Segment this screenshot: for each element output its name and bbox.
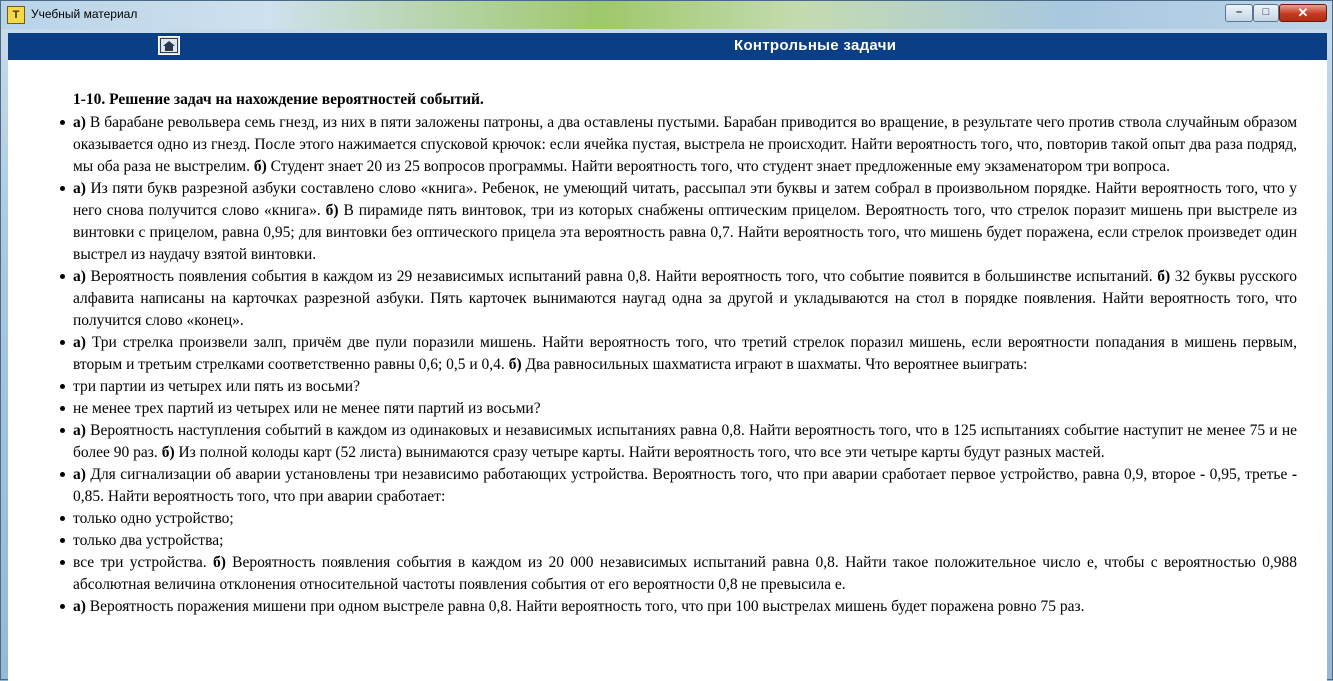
item-text: только два устройства; <box>73 532 224 549</box>
home-icon <box>159 37 179 54</box>
item-label: б) <box>161 444 175 461</box>
task-item <box>73 376 1297 398</box>
item-text: три партии из четырех или пять из восьми? <box>73 378 360 395</box>
item-label: б) <box>325 202 339 219</box>
item-label: б) <box>1157 268 1171 285</box>
item-label: а) <box>73 180 86 197</box>
item-label: - <box>1199 466 1206 483</box>
item-text: Из пяти букв разрезной азбуки составлено слово «книга». Ребенок, не умеющий читать, рассыпал эти буквы и затем собрал в произвольном порядке. Найти вероятность того, что у него снова получится слово «книга». <box>73 180 1297 219</box>
item-text: Вероятность появления события в каждом из 20 000 независимых испытаний равна 0,8. Найти такое положительное число e, чтобы с вероятностью 0,988 абсолютная величина отклонения относительной частоты появления события от его вероятности 0,8 не превысила e. <box>73 554 1298 593</box>
item-text: Два равносильных шахматиста играют в шахматы. Что вероятнее выиграть: <box>521 356 1028 373</box>
task-list <box>73 112 1297 618</box>
task-item <box>73 420 1297 464</box>
title-bar[interactable] <box>1 1 1332 29</box>
task-item <box>73 508 1297 530</box>
task-item <box>73 112 1297 178</box>
item-label: а) <box>73 466 86 483</box>
item-label: а) <box>73 598 86 615</box>
item-text: Вероятность появления события в каждом из 29 независимых испытаний равна 0,8. Найти вероятность того, что событие появится в большинстве испытаний. <box>85 268 1158 285</box>
item-text: В пирамиде пять винтовок, три из которых снабжены оптическим прицелом. Вероятность того, что стрелок поразит мишень при выстреле из винтовки с прицелом, равна 0,95; для винтовки без оптического прицела эта вероятность равна 0,7. Найти вероятность того, что мишень будет поражена, если стрелок произведет один выстрел из наудачу взятой винтовки. <box>73 202 1298 263</box>
task-item <box>73 398 1297 420</box>
item-text: Вероятность наступления событий в каждом из одинаковых и независимых испытаниях равна 0,8. Найти вероятность того, что в 125 испытаниях событие наступит не менее 75 и не более 90 раз. <box>73 422 1297 461</box>
task-item <box>73 178 1297 266</box>
window-title: Учебный материал <box>31 7 138 21</box>
item-text: 0,85. Найти вероятность того, что при аварии сработает: <box>73 488 446 505</box>
home-button[interactable] <box>158 36 180 55</box>
task-item <box>73 464 1297 508</box>
item-label: а) <box>73 334 86 351</box>
item-label: б) <box>212 554 226 571</box>
task-item <box>73 530 1297 552</box>
maximize-button[interactable]: □ <box>1253 4 1279 22</box>
item-text: Три стрелка произвели залп, причём две пули поразили мишень. Найти вероятность того, что третий стрелок поразил мишень, если вероятности попадания в мишень первым, вторым и третьим стрелками соответственно равны 0,6; 0,5 и 0,4. <box>73 334 1297 373</box>
item-label: а) <box>73 422 86 439</box>
close-button[interactable]: ✕ <box>1279 4 1327 22</box>
item-label: б) <box>508 356 522 373</box>
item-text: только одно устройство; <box>73 510 234 527</box>
item-text: Студент знает 20 из 25 вопросов программы. Найти вероятность того, что студент знает предложенные ему экзаменатором три вопроса. <box>266 158 1170 175</box>
section-heading: 1-10. Решение задач на нахождение вероятностей событий. <box>73 91 484 108</box>
item-text: Вероятность поражения мишени при одном выстреле равна 0,8. Найти вероятность того, что при 100 выстрелах мишень будет поражена ровно 75 раз. <box>85 598 1085 615</box>
content-header <box>8 33 1327 60</box>
item-text: не менее трех партий из четырех или не менее пяти партий из восьми? <box>73 400 541 417</box>
task-item <box>73 332 1297 376</box>
task-item <box>73 596 1297 618</box>
item-text: Для сигнализации об аварии установлены три независимо работающих устройства. Вероятность того, что при аварии сработает первое устройство, равна 0,9, второе <box>85 466 1200 483</box>
item-label: а) <box>73 114 86 131</box>
item-text: все три устройства. <box>73 554 213 571</box>
item-label: б) <box>253 158 267 175</box>
page-title: Контрольные задачи <box>734 37 897 54</box>
minimize-button[interactable]: – <box>1225 4 1253 22</box>
item-text: 32 буквы русского алфавита написаны на карточках разрезной азбуки. Пять карточек вынимаются наугад одна за другой и укладываются на стол в порядке появления. Найти вероятность того, что получится слово «конец». <box>73 268 1297 329</box>
app-logo-icon[interactable]: T <box>7 6 25 24</box>
task-item <box>73 552 1297 596</box>
item-text: В барабане револьвера семь гнезд, из них в пяти заложены патроны, а два оставлены пустыми. Барабан приводится во вращение, в результате чего против ствола случайным образом оказывается одно из гнезд. После этого нажимается спусковой крючок: если ячейка пустая, выстрела не происходит. Найти вероятность того, что, повторив такой опыт два раза подряд, мы оба раза не выстрелим. <box>73 114 1297 175</box>
item-label: а) <box>73 268 86 285</box>
task-item <box>73 266 1297 332</box>
item-text: 0,95, третье <box>1205 466 1292 483</box>
content-area[interactable] <box>8 60 1327 681</box>
item-text: Из полной колоды карт (52 листа) вынимаются сразу четыре карты. Найти вероятность того, что все эти четыре карты будут разных мастей. <box>174 444 1105 461</box>
item-label: - <box>1291 466 1297 483</box>
